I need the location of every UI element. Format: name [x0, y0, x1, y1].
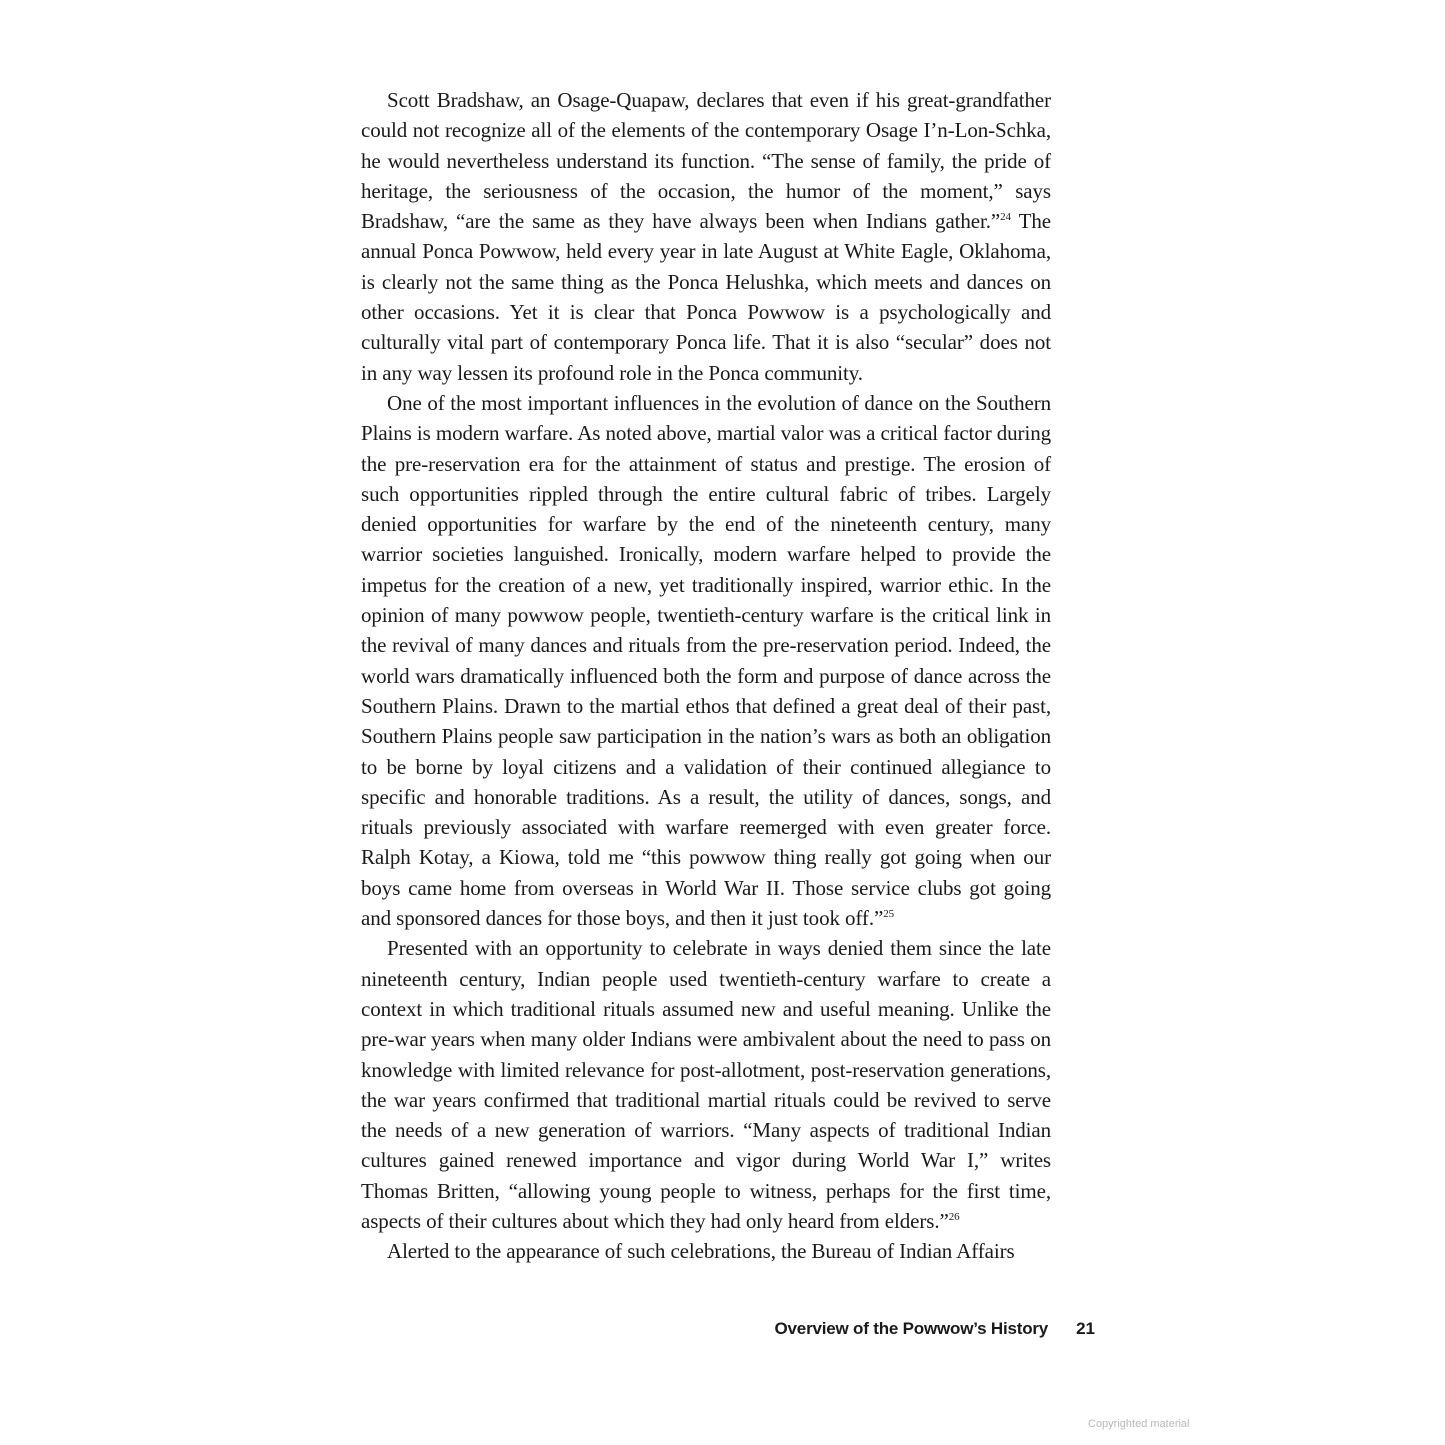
body-text: [361, 85, 1051, 1267]
paragraph-2: [361, 388, 1051, 933]
paragraph-3: [361, 933, 1051, 1236]
footnote-marker-24[interactable]: 24: [1000, 211, 1011, 224]
running-footer: [700, 1319, 1095, 1339]
page-number: 21: [1076, 1319, 1095, 1338]
paragraph-4-text: Alerted to the appearance of such celebrations, the Bureau of Indian Affairs: [387, 1239, 1015, 1264]
footnote-marker-25[interactable]: 25: [883, 908, 895, 921]
footnote-marker-26[interactable]: 26: [948, 1210, 960, 1223]
paragraph-4: [361, 1236, 1051, 1266]
running-title: Overview of the Powwow’s History: [774, 1319, 1049, 1338]
paragraph-3-text: Presented with an opportunity to celebrate in ways denied them since the late nineteenth century, Indian people used twentieth-century warfare to create a context in which traditional rituals assumed new and useful meaning. Unlike the pre-war years when many older Indians were ambivalent about the need to pass on knowledge with limited relevance for post-allotment, post-reservation generations, the war years confirmed that traditional martial rituals could be revived to serve the needs of a new generation of warriors. “Many aspects of traditional Indian cultures gained renewed importance and vigor during World War I,” writes Thomas Britten, “allowing young people to witness, perhaps for the first time, aspects of their cultures about which they had only heard from elders.”: [361, 936, 1051, 1233]
paragraph-2-text: One of the most important influences in the evolution of dance on the Southern Plains is modern warfare. As noted above, martial valor was a critical factor during the pre-reservation era for the attainment of status and prestige. The erosion of such opportunities rippled through the entire cultural fabric of tribes. Largely denied opportunities for warfare by the end of the nineteenth century, many warrior societies languished. Ironically, modern warfare helped to provide the impetus for the creation of a new, yet traditionally inspired, warrior ethic. In the opinion of many powwow people, twentieth-century warfare is the critical link in the revival of many dances and rituals from the pre-reservation period. Indeed, the world wars dramatically influenced both the form and purpose of dance across the Southern Plains. Drawn to the martial ethos that defined a great deal of their past, Southern Plains people saw participation in the nation’s wars as both an obligation to be borne by loyal citizens and a validation of their continued allegiance to specific and honorable traditions. As a result, the utility of dances, songs, and rituals previously associated with warfare reemerged with even greater force. Ralph Kotay, a Kiowa, told me “this powwow thing really got going when our boys came home from overseas in World War II. Those service clubs got going and sponsored dances for those boys, and then it just took off.”: [361, 390, 1051, 931]
paragraph-1: [361, 85, 1051, 388]
paragraph-1-text-after: The annual Ponca Powwow, held every year in late August at White Eagle, Oklahoma, is clearly not the same thing as the Ponca Helushka, which meets and dances on other occasions. Yet it is clear that Ponca Powwow is a psychologically and culturally vital part of contemporary Ponca life. That it is also “secular” does not in any way lessen its profound role in the Ponca community.: [361, 209, 1051, 385]
copyright-watermark: Copyrighted material: [1088, 1418, 1190, 1430]
paragraph-1-text: Scott Bradshaw, an Osage-Quapaw, declares that even if his great-grandfather could not recognize all of the elements of the contemporary Osage I’n-Lon-Schka, he would nevertheless understand its function. “The sense of family, the pride of heritage, the seriousness of the occasion, the humor of the moment,” says Bradshaw, “are the same as they have always been when Indians gather.”: [361, 88, 1051, 234]
